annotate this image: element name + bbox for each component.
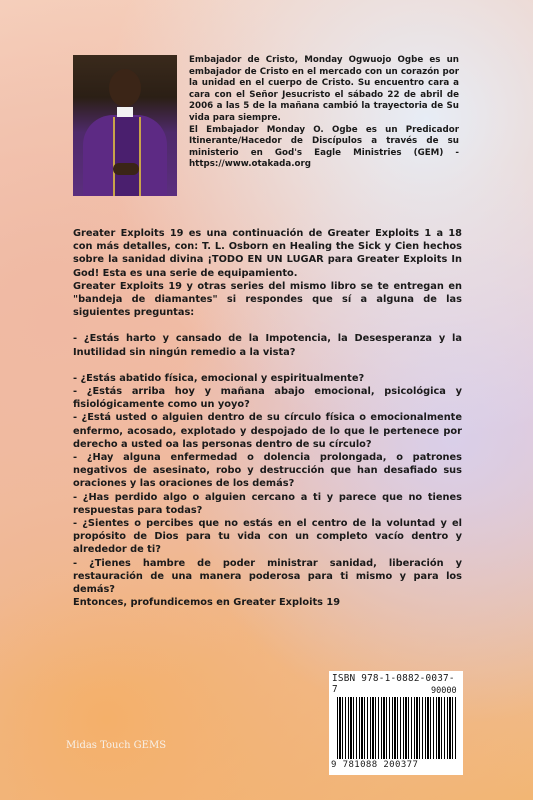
stole <box>113 117 141 196</box>
description <box>73 227 462 609</box>
question-5: - ¿Hay alguna enfermedad o dolencia prolongada, o patrones negativos de asesinato, robo y destrucción que han desafiado sus oraciones y las oraciones de los demás? <box>73 452 462 490</box>
intro-paragraph: Greater Exploits 19 es una continuación de Greater Exploits 1 a 18 con más detalles, con: T. L. Osborn en Healing the Sick y Cien hechos sobre la sanidad divina ¡TODO EN UN LUGAR para Greater Exploits In God! Esta es una serie de equipamiento. <box>73 228 462 279</box>
closing-line: Entonces, profundicemos en Greater Exploits 19 <box>73 597 341 609</box>
price-code: 90000 <box>431 686 457 696</box>
author-head <box>109 69 141 107</box>
bio-paragraph-2: El Embajador Monday O. Ogbe es un Predicador Itinerante/Hacedor de Discípulos a través de su ministerio en God's Eagle Ministries (GEM) - https://www.otakada.org <box>189 124 459 170</box>
collar <box>117 107 133 117</box>
hands <box>113 163 139 175</box>
question-3: - ¿Estás arriba hoy y mañana abajo emocional, psicológica y fisiológicamente como un yoyo? <box>73 386 462 411</box>
author-photo <box>73 55 177 196</box>
question-1: - ¿Estás harto y cansado de la Impotencia, la Desesperanza y la Inutilidad sin ningún remedio a la vista? <box>73 333 462 358</box>
intro-paragraph-2: Greater Exploits 19 y otras series del mismo libro se te entregan en "bandeja de diamantes" si respondes que sí a alguna de las siguientes preguntas: <box>73 280 462 319</box>
barcode-bars <box>337 697 457 759</box>
question-7: - ¿Sientes o percibes que no estás en el centro de la voluntad y el propósito de Dios para tu vida con un completo vacío dentro y alrededor de ti? <box>73 518 462 556</box>
bio-paragraph-1: Embajador de Cristo, Monday Ogwuojo Ogbe es un embajador de Cristo en el mercado con un corazón por la unidad en el cuerpo de Cristo. Su encuentro cara a cara con el Señor Jesucristo el sábado 22 de abril de 2006 a las 5 de la mañana cambió la trayectoria de Su vida para siempre. <box>189 55 459 123</box>
question-8: - ¿Tienes hambre de poder ministrar sanidad, liberación y restauración de una manera poderosa para ti mismo y para los demás? <box>73 557 462 596</box>
publisher-name: Midas Touch GEMS <box>66 740 167 751</box>
question-4: - ¿Está usted o alguien dentro de su círculo física o emocionalmente enfermo, acosado, explotado y despojado de lo que le pertenece por derecho a usted oa las personas dentro de su círculo? <box>73 412 462 450</box>
isbn-barcode <box>329 671 463 775</box>
question-2: - ¿Estás abatido física, emocional y espiritualmente? <box>73 372 365 384</box>
author-bio <box>189 55 459 171</box>
isbn-text: ISBN 978-1-0882-0037-7 <box>332 673 455 695</box>
question-6: - ¿Has perdido algo o alguien cercano a ti y parece que no tienes respuestas para todas? <box>73 491 462 516</box>
barcode-number: 9 781088 200377 <box>331 760 419 770</box>
